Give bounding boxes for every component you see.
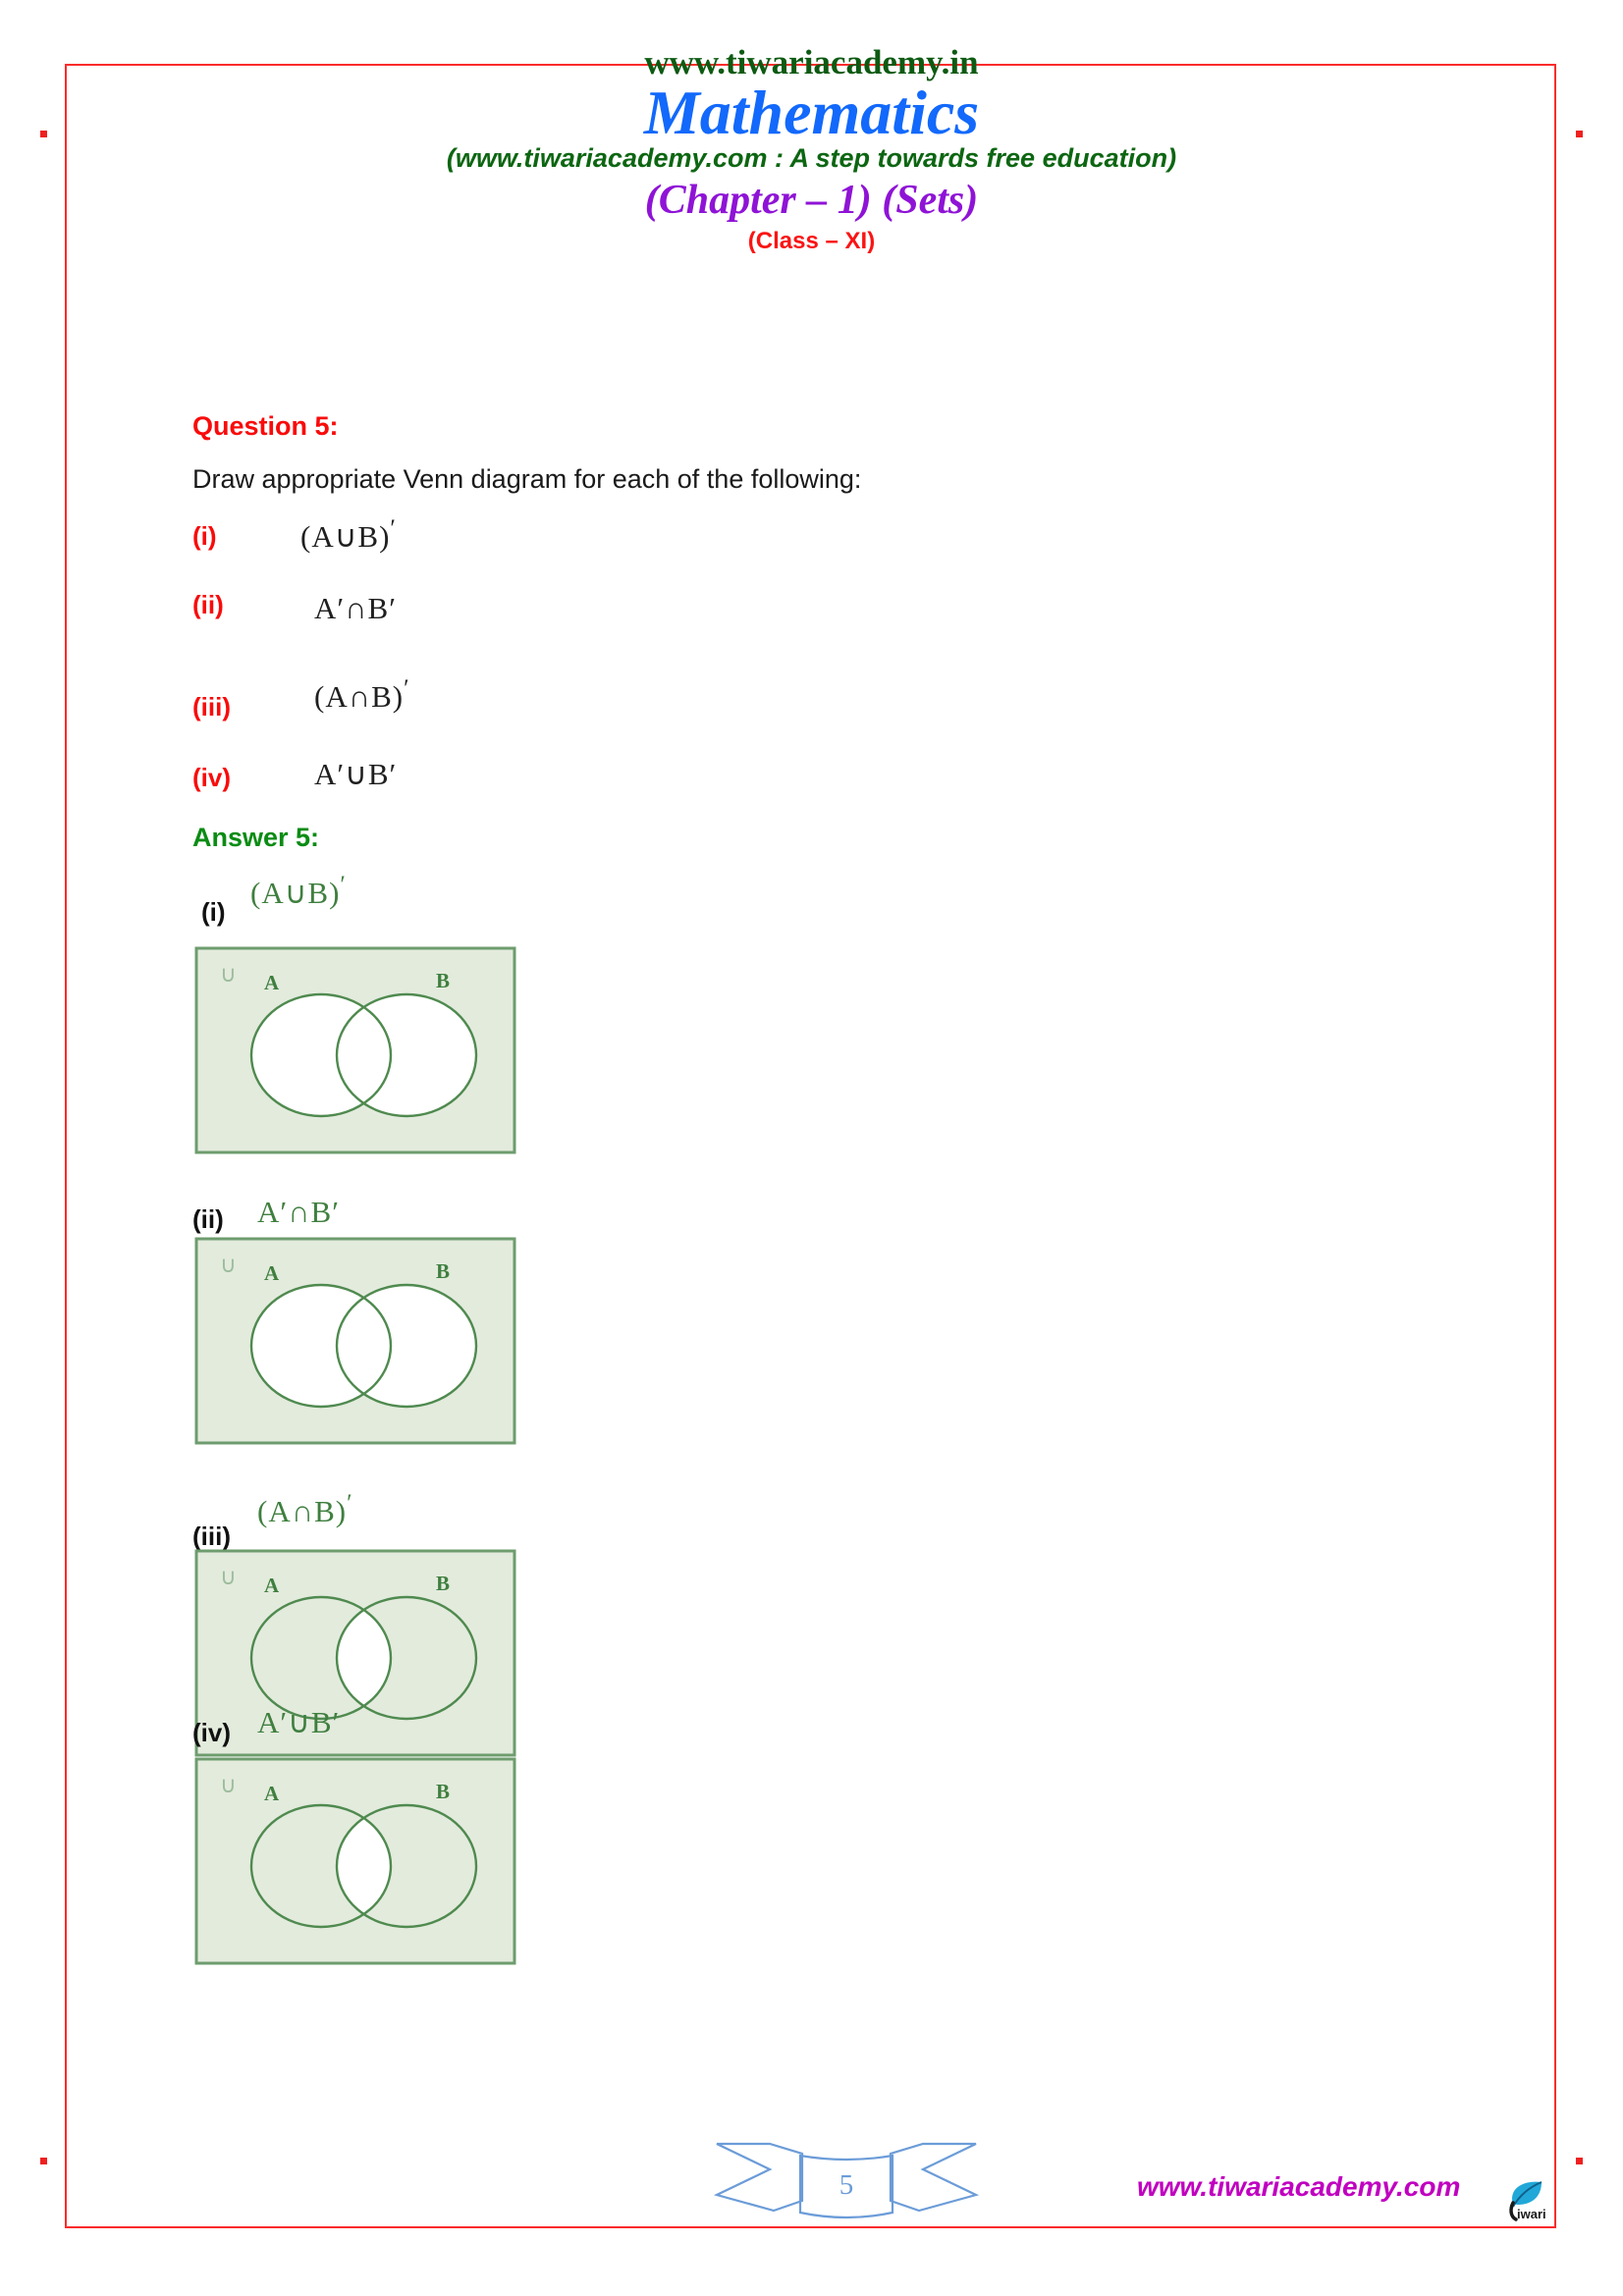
question-item-expr-i: (A∪B)′ [300, 515, 396, 554]
question-item-label-iii: (iii) [192, 692, 231, 721]
answer-item-label-ii: (ii) [192, 1204, 224, 1234]
set-b-label-iv: B [436, 1780, 451, 1803]
set-a-label-i: A [264, 971, 280, 994]
header-tagline: (www.tiwariacademy.com : A step towards free education) [446, 143, 1177, 173]
venn-diagram-iv [194, 1757, 516, 1965]
answer-item-label-iv: (iv) [192, 1718, 231, 1747]
corner-dot-bottom-right [1576, 2158, 1583, 2164]
question-item-label-iv: (iv) [192, 763, 231, 792]
universe-symbol-iii: ∪ [220, 1565, 237, 1589]
venn-diagram-iii [194, 1549, 516, 1757]
answer-heading: Answer 5: [192, 823, 320, 852]
set-b-label-iii: B [436, 1572, 451, 1595]
question-item-expr-iii: (A∩B)′ [314, 675, 409, 714]
question-item-expr-ii: A′∩B′ [314, 591, 398, 625]
answer-item-label-iii: (iii) [192, 1522, 231, 1551]
set-b-label-ii: B [436, 1259, 451, 1283]
set-a-label-iii: A [264, 1574, 280, 1597]
footer-url[interactable]: www.tiwariacademy.com [1137, 2171, 1461, 2202]
answer-item-expr-ii: A′∩B′ [257, 1195, 341, 1229]
set-b-label-i: B [436, 969, 451, 992]
set-a-label-iv: A [264, 1782, 280, 1805]
tiwari-logo-icon [1500, 2177, 1549, 2224]
venn-diagram-i [194, 946, 516, 1154]
answer-item-expr-i: (A∪B)′ [250, 872, 346, 910]
svg-text:iwari: iwari [1517, 2207, 1546, 2221]
universe-symbol-iv: ∪ [220, 1773, 237, 1797]
header-chapter: (Chapter – 1) (Sets) [644, 178, 979, 223]
header-class: (Class – XI) [747, 228, 876, 254]
answer-item-expr-iv: A′∪B′ [257, 1705, 341, 1739]
header-site-name: www.tiwariacademy.in [644, 43, 979, 81]
page-number: 5 [839, 2169, 854, 2201]
question-heading: Question 5: [192, 411, 339, 441]
set-a-label-ii: A [264, 1261, 280, 1285]
question-item-label-ii: (ii) [192, 590, 224, 619]
universe-symbol-i: ∪ [220, 962, 237, 987]
answer-item-label-i: (i) [201, 897, 226, 927]
question-prompt: Draw appropriate Venn diagram for each of the following: [192, 464, 862, 494]
page-title: Mathematics [643, 78, 980, 147]
venn-diagram-ii [194, 1237, 516, 1445]
question-item-label-i: (i) [192, 521, 217, 551]
answer-item-expr-iii: (A∩B)′ [257, 1490, 352, 1528]
corner-dot-bottom-left [40, 2158, 47, 2164]
question-item-expr-iv: A′∪B′ [314, 757, 398, 791]
universe-symbol-ii: ∪ [220, 1253, 237, 1277]
